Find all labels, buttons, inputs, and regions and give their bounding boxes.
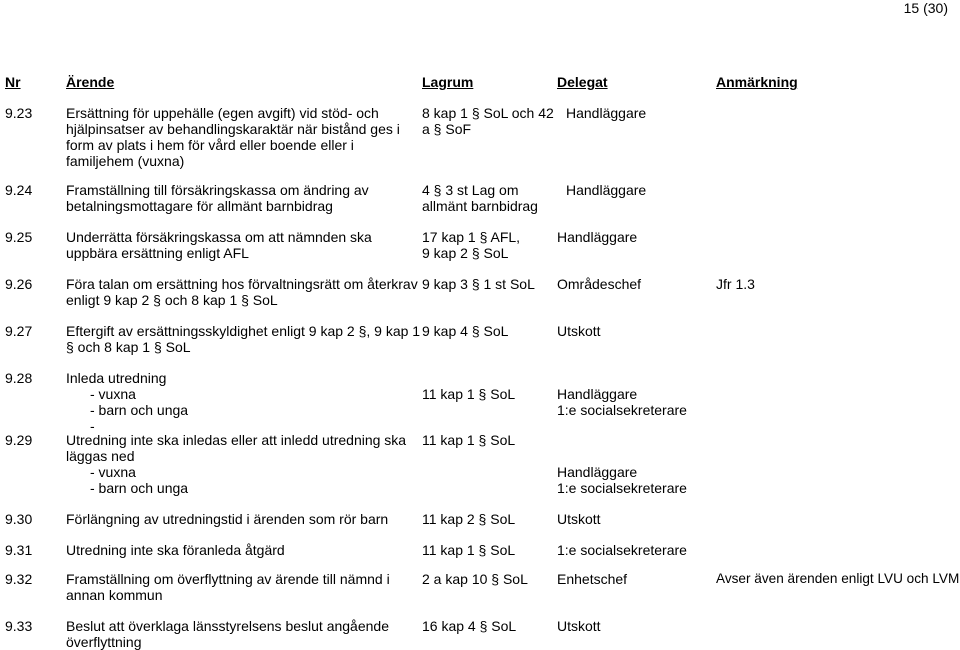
- header-arende: Ärende: [66, 74, 115, 90]
- row-arende-line: form av plats i hem för vård eller boende eller i: [66, 137, 354, 153]
- row-arende-line: Föra talan om ersättning hos förvaltningsrätt om återkrav: [66, 276, 418, 292]
- row-arende-line: Eftergift av ersättningsskyldighet enligt 9 kap 2 §, 9 kap 1: [66, 323, 421, 339]
- row-arende-line: Framställning om överflyttning av ärende till nämnd i: [66, 571, 390, 587]
- row-delegat: Handläggare: [566, 182, 647, 198]
- row-arende-line: -: [90, 418, 95, 434]
- header-anmarkning: Anmärkning: [716, 74, 798, 90]
- row-lagrum-line: 8 kap 1 § SoL och 42: [422, 105, 554, 121]
- row-arende-line: Framställning till försäkringskassa om ändring av: [66, 182, 369, 198]
- row-nr: 9.32: [5, 571, 33, 587]
- row-arende-line: - barn och unga: [90, 402, 189, 418]
- row-anmarkning: Jfr 1.3: [716, 276, 755, 292]
- row-arende-line: familjehem (vuxna): [66, 153, 185, 169]
- row-lagrum-line: 17 kap 1 § AFL,: [422, 229, 521, 245]
- row-lagrum-line: allmänt barnbidrag: [422, 198, 538, 214]
- header-delegat: Delegat: [557, 74, 608, 90]
- row-arende-line: Förlängning av utredningstid i ärenden som rör barn: [66, 511, 389, 527]
- row-delegat: Utskott: [557, 511, 601, 527]
- row-nr: 9.28: [5, 370, 33, 386]
- row-arende-line: hjälpinsatser av behandlingskaraktär när bistånd ges i: [66, 121, 400, 137]
- row-arende-line: § och 8 kap 1 § SoL: [66, 339, 191, 355]
- row-delegat: Områdeschef: [557, 276, 642, 292]
- row-arende-line: Inleda utredning: [66, 370, 167, 386]
- row-arende-line: Beslut att överklaga länsstyrelsens beslut angående: [66, 618, 389, 634]
- row-delegat: 1:e socialsekreterare: [557, 402, 687, 418]
- row-lagrum-line: 9 kap 3 § 1 st SoL: [422, 276, 535, 292]
- row-lagrum-line: 4 § 3 st Lag om: [422, 182, 519, 198]
- row-arende-line: Utredning inte ska föranleda åtgärd: [66, 542, 285, 558]
- page-number: 15 (30): [903, 0, 948, 16]
- row-arende-line: enligt 9 kap 2 § och 8 kap 1 § SoL: [66, 292, 278, 308]
- header-nr: Nr: [5, 74, 21, 90]
- row-delegat: Handläggare: [557, 229, 638, 245]
- row-delegat: 1:e socialsekreterare: [557, 480, 687, 496]
- row-delegat: 1:e socialsekreterare: [557, 542, 687, 558]
- row-lagrum-line: 9 kap 2 § SoL: [422, 245, 509, 261]
- row-nr: 9.33: [5, 618, 33, 634]
- row-delegat: Handläggare: [557, 386, 638, 402]
- row-nr: 9.24: [5, 182, 33, 198]
- row-lagrum-line: 16 kap 4 § SoL: [422, 618, 517, 634]
- row-delegat: Enhetschef: [557, 571, 628, 587]
- row-arende-line: annan kommun: [66, 587, 163, 603]
- row-delegat: Utskott: [557, 323, 601, 339]
- row-arende-line: - barn och unga: [90, 480, 189, 496]
- row-lagrum-line: 11 kap 1 § SoL: [422, 432, 516, 448]
- row-arende-line: Ersättning för uppehälle (egen avgift) vid stöd- och: [66, 105, 379, 121]
- row-delegat: Handläggare: [557, 464, 638, 480]
- row-delegat: Utskott: [557, 618, 601, 634]
- row-lagrum-line: 2 a kap 10 § SoL: [422, 571, 528, 587]
- row-arende-line: överflyttning: [66, 634, 142, 650]
- row-arende-line: läggas ned: [66, 448, 135, 464]
- header-lagrum: Lagrum: [422, 74, 474, 90]
- row-arende-line: betalningsmottagare för allmänt barnbidrag: [66, 198, 333, 214]
- row-arende-line: - vuxna: [90, 464, 136, 480]
- row-lagrum-line: 11 kap 1 § SoL: [422, 386, 516, 402]
- row-nr: 9.26: [5, 276, 33, 292]
- row-delegat: Handläggare: [566, 105, 647, 121]
- row-nr: 9.31: [5, 542, 33, 558]
- row-nr: 9.30: [5, 511, 33, 527]
- row-arende-line: - vuxna: [90, 386, 136, 402]
- row-arende-line: Utredning inte ska inledas eller att inledd utredning ska: [66, 432, 407, 448]
- row-lagrum-line: 11 kap 1 § SoL: [422, 542, 516, 558]
- row-arende-line: Underrätta försäkringskassa om att nämnden ska: [66, 229, 372, 245]
- row-lagrum-line: 11 kap 2 § SoL: [422, 511, 516, 527]
- row-lagrum-line: 9 kap 4 § SoL: [422, 323, 509, 339]
- row-nr: 9.23: [5, 105, 33, 121]
- row-nr: 9.27: [5, 323, 33, 339]
- row-nr: 9.29: [5, 432, 33, 448]
- row-arende-line: uppbära ersättning enligt AFL: [66, 245, 249, 261]
- row-anmarkning: Avser även ärenden enligt LVU och LVM: [716, 571, 960, 586]
- row-lagrum-line: a § SoF: [422, 121, 472, 137]
- row-nr: 9.25: [5, 229, 33, 245]
